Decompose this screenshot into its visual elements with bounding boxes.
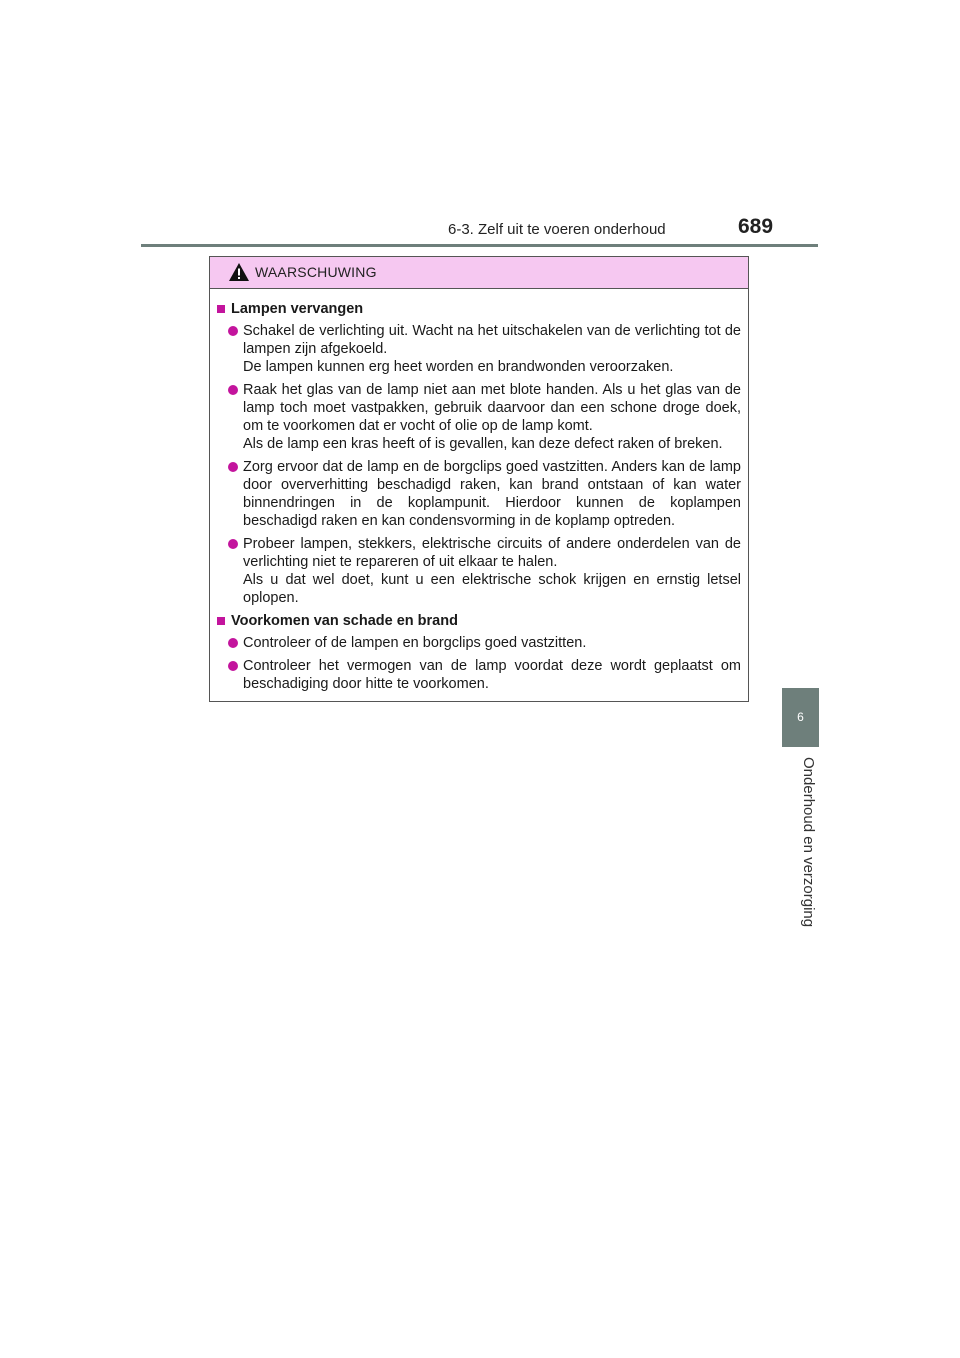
section-heading: [217, 612, 741, 630]
item-extra: De lampen kunnen erg heet worden en brandwonden veroorzaken.: [243, 359, 674, 375]
bullet-dot-icon: [228, 638, 238, 648]
chapter-title: Onderhoud en verzorging: [800, 757, 817, 928]
square-bullet-icon: [217, 617, 225, 625]
warning-title: WAARSCHUWING: [255, 264, 377, 280]
bullet-dot-icon: [228, 661, 238, 671]
warning-triangle-icon: [228, 262, 250, 282]
item-text: Schakel de verlichting uit. Wacht na het uitschakelen van de verlichting tot de lampen zijn afgekoeld.: [243, 323, 741, 357]
item-text: Raak het glas van de lamp niet aan met blote handen. Als u het glas van de lamp toch moet vastpakken, gebruik daarvoor dan een schone droge doek, om te voorkomen dat er vocht of olie op de lamp komt.: [243, 382, 741, 434]
list-item: [217, 634, 741, 652]
item-text: Controleer het vermogen van de lamp voordat deze wordt geplaatst om beschadiging door hitte te voorkomen.: [243, 658, 741, 692]
item-text: Controleer of de lampen en borgclips goed vastzitten.: [243, 635, 587, 651]
header-rule: [141, 244, 818, 247]
item-extra: Als de lamp een kras heeft of is gevallen, kan deze defect raken of breken.: [243, 436, 723, 452]
list-item: [217, 657, 741, 693]
warning-header: [210, 257, 748, 289]
list-item: [217, 535, 741, 607]
chapter-tab: 6: [782, 688, 819, 747]
bullet-dot-icon: [228, 385, 238, 395]
list-item: [217, 381, 741, 453]
list-item: [217, 322, 741, 376]
item-text: Probeer lampen, stekkers, elektrische circuits of andere onderdelen van de verlichting niet te repareren of uit elkaar te halen.: [243, 536, 741, 570]
square-bullet-icon: [217, 305, 225, 313]
list-item: [217, 458, 741, 530]
bullet-dot-icon: [228, 462, 238, 472]
item-extra: Als u dat wel doet, kunt u een elektrische schok krijgen en ernstig letsel oplopen.: [243, 572, 741, 606]
page-number: 689: [738, 215, 774, 238]
warning-box: [209, 256, 749, 702]
section-heading-text: Voorkomen van schade en brand: [231, 613, 458, 629]
section-heading: [217, 300, 741, 318]
bullet-dot-icon: [228, 326, 238, 336]
item-text: Zorg ervoor dat de lamp en de borgclips goed vastzitten. Anders kan de lamp door oververhitting beschadigd raken, kan brand ontstaan of kan water binnendringen in de koplampunit. Hierdoor kunnen de koplampen beschadigd raken en kan condensvorming in de koplamp optreden.: [243, 459, 741, 529]
section-title: 6-3. Zelf uit te voeren onderhoud: [448, 221, 666, 238]
bullet-dot-icon: [228, 539, 238, 549]
warning-body: [210, 289, 748, 693]
section-heading-text: Lampen vervangen: [231, 301, 364, 317]
